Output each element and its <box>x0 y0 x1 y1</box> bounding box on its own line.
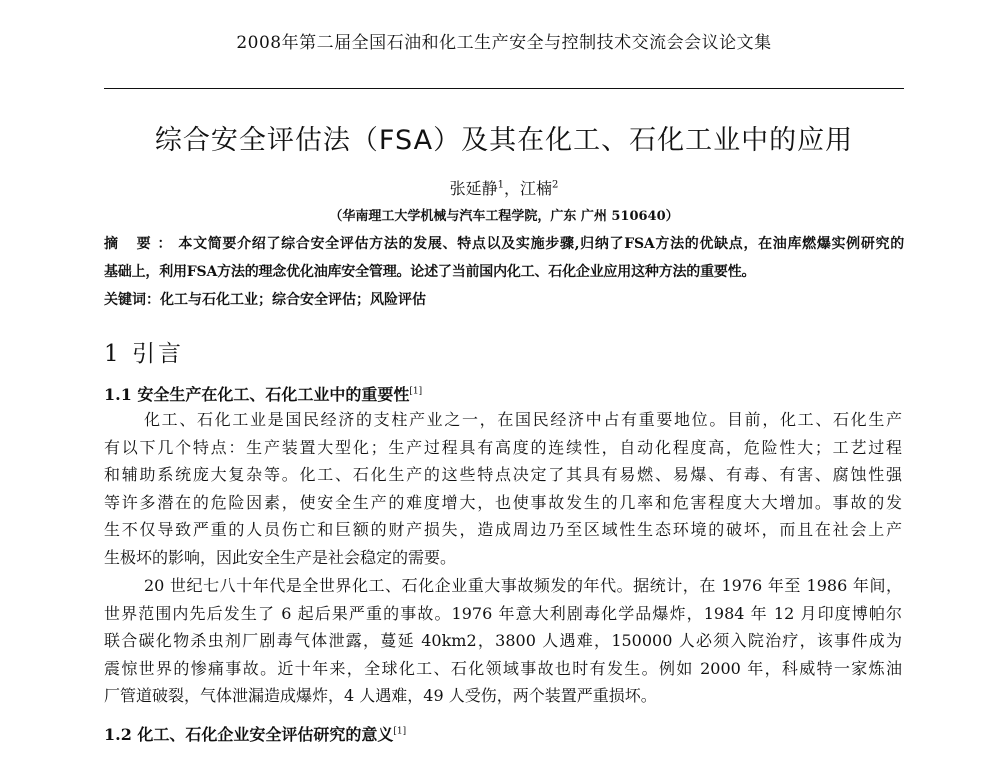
author-name: 张延静 <box>449 179 498 198</box>
text-line: 厂管道破裂，气体泄漏造成爆炸，4 人遇难，49 人受伤，两个装置严重损坏。 <box>104 686 657 705</box>
text-line: 震惊世界的惨痛事故。近十年来，全球化工、石化领域事故也时有发生。例如 2000 年，科威特一家炼油 <box>104 658 902 678</box>
paragraph <box>104 572 902 710</box>
abstract <box>104 231 904 286</box>
running-header: 2008年第二届全国石油和化工生产安全与控制技术交流会会议论文集 <box>236 33 772 53</box>
author-separator: ， <box>503 179 520 198</box>
subsection-title: 1.2 化工、石化企业安全评估研究的意义 <box>104 725 394 744</box>
subsection-title: 1.1 安全生产在化工、石化工业中的重要性 <box>104 385 410 404</box>
text-line: 有以下几个特点：生产装置大型化；生产过程具有高度的连续性，自动化程度高，危险性大；工艺过程 <box>104 437 902 457</box>
affiliation: （华南理工大学机械与汽车工程学院，广东 广州 510640） <box>329 209 679 224</box>
text-line: 联合碳化物杀虫剂厂剧毒气体泄露，蔓延 40km2，3800 人遇难，150000 人必须入院治疗，该事件成为 <box>104 631 902 650</box>
paper-title: 综合安全评估法（FSA）及其在化工、石化工业中的应用 <box>154 125 854 156</box>
author-name: 江楠 <box>520 179 553 198</box>
text-line: 化工、石化工业是国民经济的支柱产业之一，在国民经济中占有重要地位。目前，化工、石化生产 <box>144 410 902 429</box>
keywords <box>104 289 904 309</box>
header-rule <box>104 88 904 89</box>
citation-ref: [1] <box>409 386 423 397</box>
subsection-heading <box>104 382 422 405</box>
section-heading: 1 引言 <box>104 341 184 367</box>
keywords-label: 关键词： <box>104 292 160 308</box>
keywords-text: 化工与石化工业；综合安全评估；风险评估 <box>160 292 426 308</box>
text-line: 20 世纪七八十年代是全世界化工、石化企业重大事故频发的年代。据统计，在 1976 年至 1986 年间， <box>144 576 902 595</box>
text-line: 生极坏的影响，因此安全生产是社会稳定的需要。 <box>104 547 457 567</box>
abstract-text: 基础上，利用FSA方法的理念优化油库安全管理。论述了当前国内化工、石化企业应用这种方法的重要性。 <box>104 263 756 280</box>
paragraph <box>104 406 902 571</box>
text-line: 等许多潜在的危险因素，使安全生产的难度增大，也使事故发生的几率和危害程度大大增加。事故的发 <box>104 492 902 512</box>
abstract-text: 本文简要介绍了综合安全评估方法的发展、特点以及实施步骤,归纳了FSA方法的优缺点，在油库燃爆实例研究的 <box>178 236 904 252</box>
abstract-label: 摘 要： <box>104 236 179 252</box>
affiliation-mark: 2 <box>552 179 559 191</box>
citation-ref: [1] <box>393 726 407 737</box>
text-line: 和辅助系统庞大复杂等。化工、石化生产的这些特点决定了其具有易燃、易爆、有毒、有害、腐蚀性强 <box>104 465 902 484</box>
affiliation-mark: 1 <box>497 179 504 191</box>
author-line <box>104 176 904 199</box>
subsection-heading <box>104 722 406 745</box>
text-line: 世界范围内先后发生了 6 起后果严重的事故。1976 年意大利剧毒化学品爆炸，1984 年 12 月印度博帕尔 <box>104 603 902 623</box>
text-line: 生不仅导致严重的人员伤亡和巨额的财产损失，造成周边乃至区域性生态环境的破坏，而且在社会上产 <box>104 520 902 539</box>
